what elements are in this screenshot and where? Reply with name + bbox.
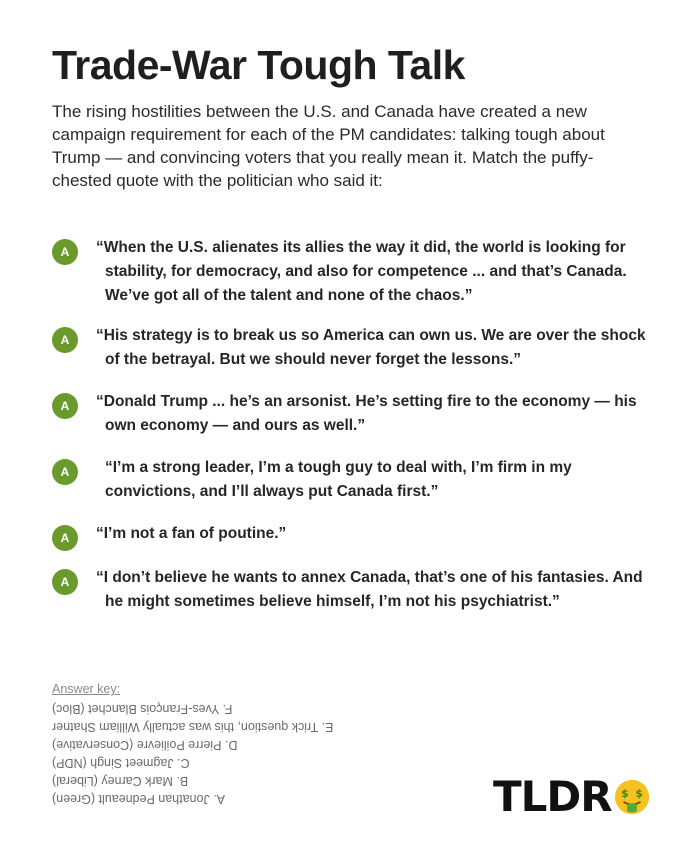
svg-text:$: $ bbox=[635, 787, 643, 800]
money-mouth-face-icon bbox=[613, 778, 651, 816]
quote-text: “I don’t believe he wants to annex Canada, that’s one of his fantasies. And he might sometimes believe himself, I’m not his psychiatrist.” bbox=[96, 569, 643, 610]
answer-badge[interactable]: A bbox=[52, 459, 78, 485]
answer-badge[interactable]: A bbox=[52, 569, 78, 595]
quote-text: “When the U.S. alienates its allies the way it did, the world is looking for stability, for democracy, and also for competence ... and that’s Canada. We’ve got all of the talent and none of the chaos.” bbox=[96, 239, 627, 304]
answer-badge[interactable]: A bbox=[52, 393, 78, 419]
quote-item bbox=[52, 522, 652, 566]
answer-key-label: Answer key: bbox=[52, 682, 121, 696]
quote-text: “I’m a strong leader, I’m a tough guy to deal with, I’m firm in my convictions, and I’ll always put Canada first.” bbox=[105, 459, 572, 500]
answer-item: C. Jagmeet Singh (NDP) bbox=[52, 756, 190, 770]
answer-item: A. Jonathan Pedneault (Green) bbox=[52, 792, 226, 806]
answer-badge[interactable]: A bbox=[52, 525, 78, 551]
tldr-logo bbox=[493, 772, 651, 821]
quote-item bbox=[52, 236, 652, 324]
answer-item: E. Trick question, this was actually William Shatner bbox=[52, 720, 334, 734]
svg-text:$: $ bbox=[620, 787, 629, 800]
answer-item: D. Pierre Poilievre (Conservative) bbox=[52, 738, 238, 752]
quote-item bbox=[52, 456, 652, 522]
answer-badge[interactable]: A bbox=[52, 239, 78, 265]
answer-item: F. Yves-François Blanchet (Bloc) bbox=[52, 702, 233, 716]
quote-text: “Donald Trump ... he’s an arsonist. He’s setting fire to the economy — his own economy — and ours as well.” bbox=[96, 393, 637, 434]
quote-item bbox=[52, 390, 652, 456]
quote-item bbox=[52, 324, 652, 390]
answer-key-list bbox=[52, 700, 352, 808]
answer-badge[interactable]: A bbox=[52, 327, 78, 353]
intro-paragraph: The rising hostilities between the U.S. and Canada have created a new campaign requirement for each of the PM candidates: talking tough about Trump — and convincing voters that you really mean it. Match the puffy-chested quote with the politician who said it: bbox=[52, 102, 605, 190]
answer-item: B. Mark Carney (Liberal) bbox=[52, 774, 189, 788]
quote-text: “His strategy is to break us so America can own us. We are over the shock of the betrayal. But we should never forget the lessons.” bbox=[96, 327, 646, 368]
quote-text: “I’m not a fan of poutine.” bbox=[96, 525, 287, 542]
logo-text: TLDR bbox=[493, 772, 612, 821]
page-title: Trade-War Tough Talk bbox=[52, 42, 465, 88]
quote-item bbox=[52, 566, 652, 614]
answer-key bbox=[52, 680, 452, 808]
quote-list bbox=[52, 236, 652, 614]
